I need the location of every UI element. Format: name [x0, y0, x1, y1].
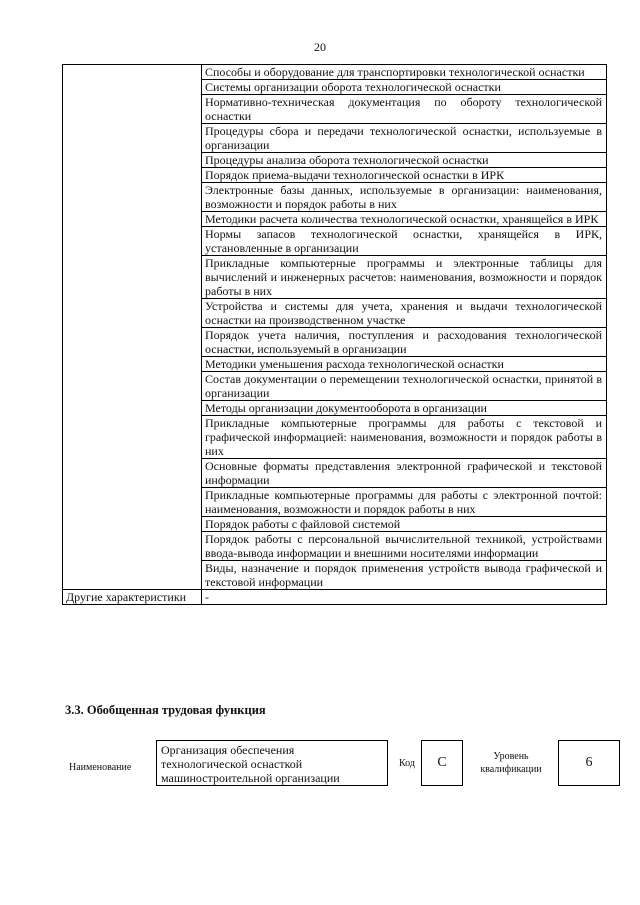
requirement-cell: Прикладные компьютерные программы для работы с электронной почтой: наименования, возможности и порядок работы в них	[202, 488, 607, 517]
page-number: 20	[314, 40, 326, 54]
requirements-body	[63, 65, 607, 605]
requirement-cell: Методики уменьшения расхода технологической оснастки	[202, 357, 607, 372]
name-value-box: Организация обеспечения технологической оснасткой машиностроительной организации	[156, 740, 388, 786]
requirement-cell: Порядок работы с файловой системой	[202, 517, 607, 532]
section-heading: 3.3. Обобщенная трудовая функция	[65, 703, 266, 717]
requirement-cell: Прикладные компьютерные программы и электронные таблицы для вычислений и инженерных расчетов: наименования, возможности и порядок работы в них	[202, 256, 607, 299]
requirement-cell: Прикладные компьютерные программы для работы с текстовой и графической информацией: наименования, возможности и порядок работы в них	[202, 416, 607, 459]
category-cell	[63, 65, 202, 590]
requirement-cell: Методы организации документооборота в организации	[202, 401, 607, 416]
requirement-cell: Процедуры сбора и передачи технологической оснастки, используемые в организации	[202, 124, 607, 153]
qualification-level-label: Уровень квалификации	[480, 751, 542, 775]
requirement-cell: Системы организации оборота технологической оснастки	[202, 80, 607, 95]
requirement-cell: Основные форматы представления электронной графической и текстовой информации	[202, 459, 607, 488]
knowledge-requirements-table	[62, 64, 607, 605]
requirement-cell: Способы и оборудование для транспортировки технологической оснастки	[202, 65, 607, 80]
requirement-cell: Процедуры анализа оборота технологической оснастки	[202, 153, 607, 168]
requirement-cell: Порядок работы с персональной вычислительной техникой, устройствами ввода-вывода информации и внешними носителями информации	[202, 532, 607, 561]
generalized-function-row	[0, 740, 640, 800]
other-characteristics-label: Другие характеристики	[63, 590, 202, 605]
code-value-box: C	[421, 740, 463, 786]
other-characteristics-row	[63, 590, 607, 605]
requirement-cell: Нормативно-техническая документация по обороту технологической оснастки	[202, 95, 607, 124]
requirement-cell: Порядок учета наличия, поступления и расходования технологической оснастки, используемый в организации	[202, 328, 607, 357]
requirement-cell: Виды, назначение и порядок применения устройств вывода графической и текстовой информации	[202, 561, 607, 590]
requirement-cell: Методики расчета количества технологической оснастки, хранящейся в ИРК	[202, 212, 607, 227]
requirement-cell: Нормы запасов технологической оснастки, хранящейся в ИРК, установленные в организации	[202, 227, 607, 256]
requirement-cell: Порядок приема-выдачи технологической оснастки в ИРК	[202, 168, 607, 183]
requirement-cell: Состав документации о перемещении технологической оснастки, принятой в организации	[202, 372, 607, 401]
name-label: Наименование	[69, 762, 132, 773]
other-characteristics-value: -	[202, 590, 607, 605]
code-label: Код	[399, 758, 415, 769]
requirement-cell: Устройства и системы для учета, хранения и выдачи технологической оснастки на производственном участке	[202, 299, 607, 328]
qualification-level-box: 6	[558, 740, 620, 786]
requirement-cell: Электронные базы данных, используемые в организации: наименования, возможности и порядок работы в них	[202, 183, 607, 212]
table-row	[63, 65, 607, 80]
